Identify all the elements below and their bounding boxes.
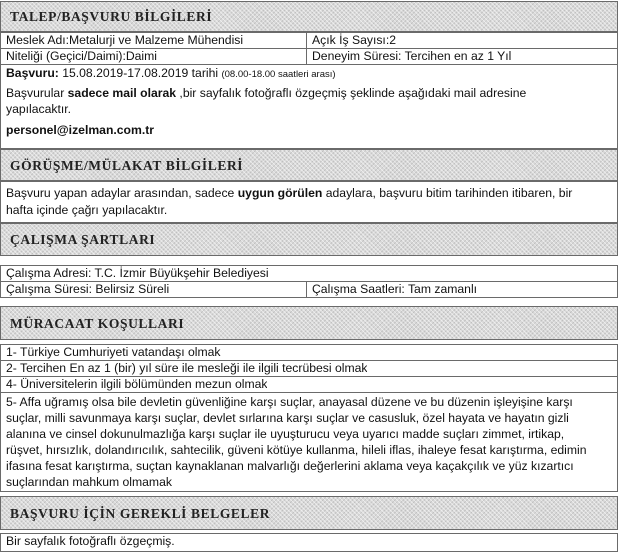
- section-title: GÖRÜŞME/MÜLAKAT BİLGİLERİ: [10, 157, 244, 173]
- acik-is-sayisi: Açık İş Sayısı:2: [312, 33, 396, 47]
- gorusme-line-2: hafta içinde çağrı yapılacaktır.: [6, 203, 168, 217]
- section-header-belgeler: [0, 496, 618, 530]
- gorusme-box: [0, 181, 618, 223]
- instruction-line-1: Başvurular sadece mail olarak ,bir sayfalık fotoğraflı özgeçmiş şeklinde aşağıdaki mail adresine: [6, 86, 527, 100]
- section-header-muracaat: [0, 306, 618, 340]
- section-header-talep: [0, 1, 618, 32]
- belgeler-row: [0, 533, 618, 552]
- gorusme-line-1: Başvuru yapan adaylar arasından, sadece uygun görülen adaylara, başvuru bitim tarihinden itibaren, bir: [6, 186, 573, 200]
- belgeler-text: Bir sayfalık fotoğraflı özgeçmiş.: [6, 534, 175, 548]
- calisma-sure-row: [0, 281, 618, 298]
- section-header-gorusme: [0, 149, 618, 181]
- meslek-row: [0, 32, 618, 49]
- instruction-emphasis: sadece mail olarak: [67, 86, 177, 100]
- section-header-calisma: [0, 223, 618, 256]
- section-title: ÇALIŞMA ŞARTLARI: [10, 232, 156, 247]
- gorusme-emphasis: uygun görülen: [237, 186, 323, 200]
- condition-item: 2- Tercihen En az 1 (bir) yıl süre ile mesleği ile ilgili tecrübesi olmak: [0, 360, 618, 377]
- calisma-adresi-row: [0, 265, 618, 282]
- basvuru-dates: 15.08.2019-17.08.2019 tarihi: [58, 66, 222, 80]
- deneyim-suresi: Deneyim Süresi: Tercihen en az 1 Yıl: [312, 49, 512, 63]
- basvuru-line: [6, 66, 613, 82]
- section-title: BAŞVURU İÇİN GEREKLİ BELGELER: [10, 505, 271, 521]
- email-address: personel@izelman.com.tr: [6, 123, 155, 137]
- condition-item-5: 5- Affa uğramış olsa bile devletin güvenliğine karşı suçlar, anayasal düzene ve bu düzenin işleyişine karşı suçlar, milli savunmaya karşı suçlar, devlet sırlarına karşı suçlar ve casusluk, özel hayata ve hayatın gizli alanına ve cinsel dokunulmazlığa karşı suçlar ile uyuşturucu veya uyarıcı madde suçları zimmet, irtikap, rüşvet, hırsızlık, dolandırıcılık, sahtecilik, güveni kötüye kullanma, hileli iflas, ihaleye fesat karıştırma, edimin ifasına fesat karıştırma, suçtan kaynaklanan malvarlığı değerlerini aklama veya kaçakçılık ve yüz kızartıcı suçlarından mahkum olmamak: [0, 392, 618, 492]
- section-title: MÜRACAAT KOŞULLARI: [10, 315, 185, 331]
- niteligi: Niteliği (Geçici/Daimi):Daimi: [1, 49, 307, 64]
- section-title: TALEP/BAŞVURU BİLGİLERİ: [10, 9, 213, 24]
- nitelik-row: [0, 48, 618, 65]
- basvuru-hours: (08.00-18.00 saatleri arası): [221, 69, 336, 80]
- basvuru-box: [0, 64, 618, 149]
- condition-item: 4- Üniversitelerin ilgili bölümünden mezun olmak: [0, 376, 618, 393]
- instruction-line-2: yapılacaktır.: [6, 102, 72, 116]
- basvuru-label: Başvuru:: [6, 66, 59, 80]
- calisma-suresi: Çalışma Süresi: Belirsiz Süreli: [1, 282, 307, 297]
- meslek-adi: Meslek Adı:Metalurji ve Malzeme Mühendisi: [1, 33, 307, 48]
- condition-item: 1- Türkiye Cumhuriyeti vatandaşı olmak: [0, 344, 618, 361]
- calisma-adresi: Çalışma Adresi: T.C. İzmir Büyükşehir Belediyesi: [6, 266, 269, 280]
- calisma-saatleri: Çalışma Saatleri: Tam zamanlı: [312, 282, 478, 296]
